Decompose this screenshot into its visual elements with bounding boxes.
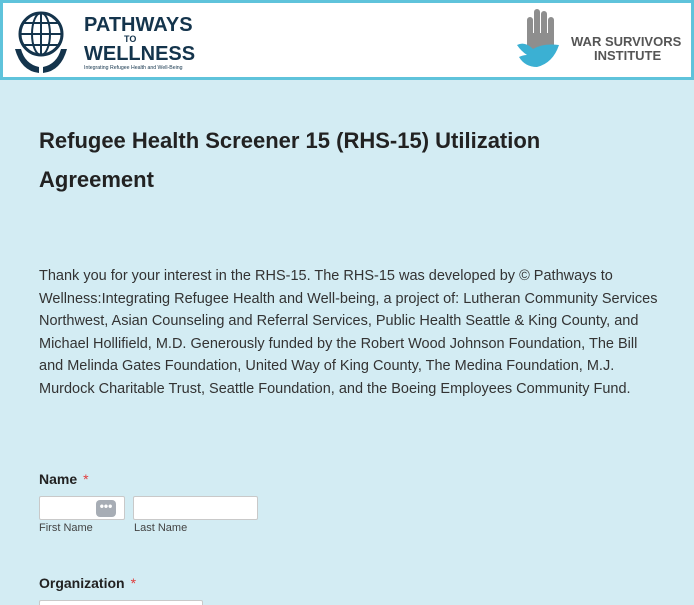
first-name-input[interactable] — [39, 496, 125, 520]
logo-text-line2: TO — [124, 34, 137, 44]
organization-label-text: Organization — [39, 575, 125, 591]
form-intro-text: Thank you for your interest in the RHS-15. The RHS-15 was developed by © Pathways to Wellness:Integrating Refugee Health and Well-being, a project of: Lutheran Community Services Northwest, Asian Counseling and Referral Services, Public Health Seattle & King County, and Michael Hollifield, M.D. Generously funded by the Robert Wood Johnson Foundation, The Bill and Melinda Gates Foundation, United Way of King County, The Medina Foundation, M.J. Murdock Charitable Trust, Seattle Foundation, and the Boeing Employees Community Fund. — [39, 268, 658, 397]
logo-text-line1: WAR SURVIVORS — [571, 34, 682, 49]
form-title: Refugee Health Screener 15 (RHS-15) Utilization Agreement — [39, 128, 541, 192]
organization-input[interactable] — [39, 600, 203, 605]
globe-in-hands-icon — [15, 13, 67, 73]
required-asterisk: * — [83, 471, 89, 487]
logo-tagline: Integrating Refugee Health and Well-Being — [84, 65, 183, 71]
first-name-sublabel: First Name — [39, 522, 93, 534]
organization-field-label — [39, 575, 136, 591]
war-survivors-institute-logo[interactable] — [513, 7, 693, 77]
name-field-label — [39, 471, 89, 487]
logo-text-line1: PATHWAYS — [84, 14, 193, 36]
required-asterisk: * — [130, 575, 137, 591]
last-name-sublabel: Last Name — [134, 522, 188, 534]
last-name-input[interactable] — [133, 496, 258, 520]
more-dots-icon[interactable]: ••• — [96, 500, 116, 517]
pathways-to-wellness-logo[interactable] — [11, 9, 201, 75]
logo-text-line3: WELLNESS — [84, 43, 196, 65]
site-header — [0, 0, 694, 80]
hand-dove-icon — [517, 9, 559, 67]
logo-text-line2: INSTITUTE — [594, 48, 662, 63]
name-label-text: Name — [39, 471, 78, 487]
